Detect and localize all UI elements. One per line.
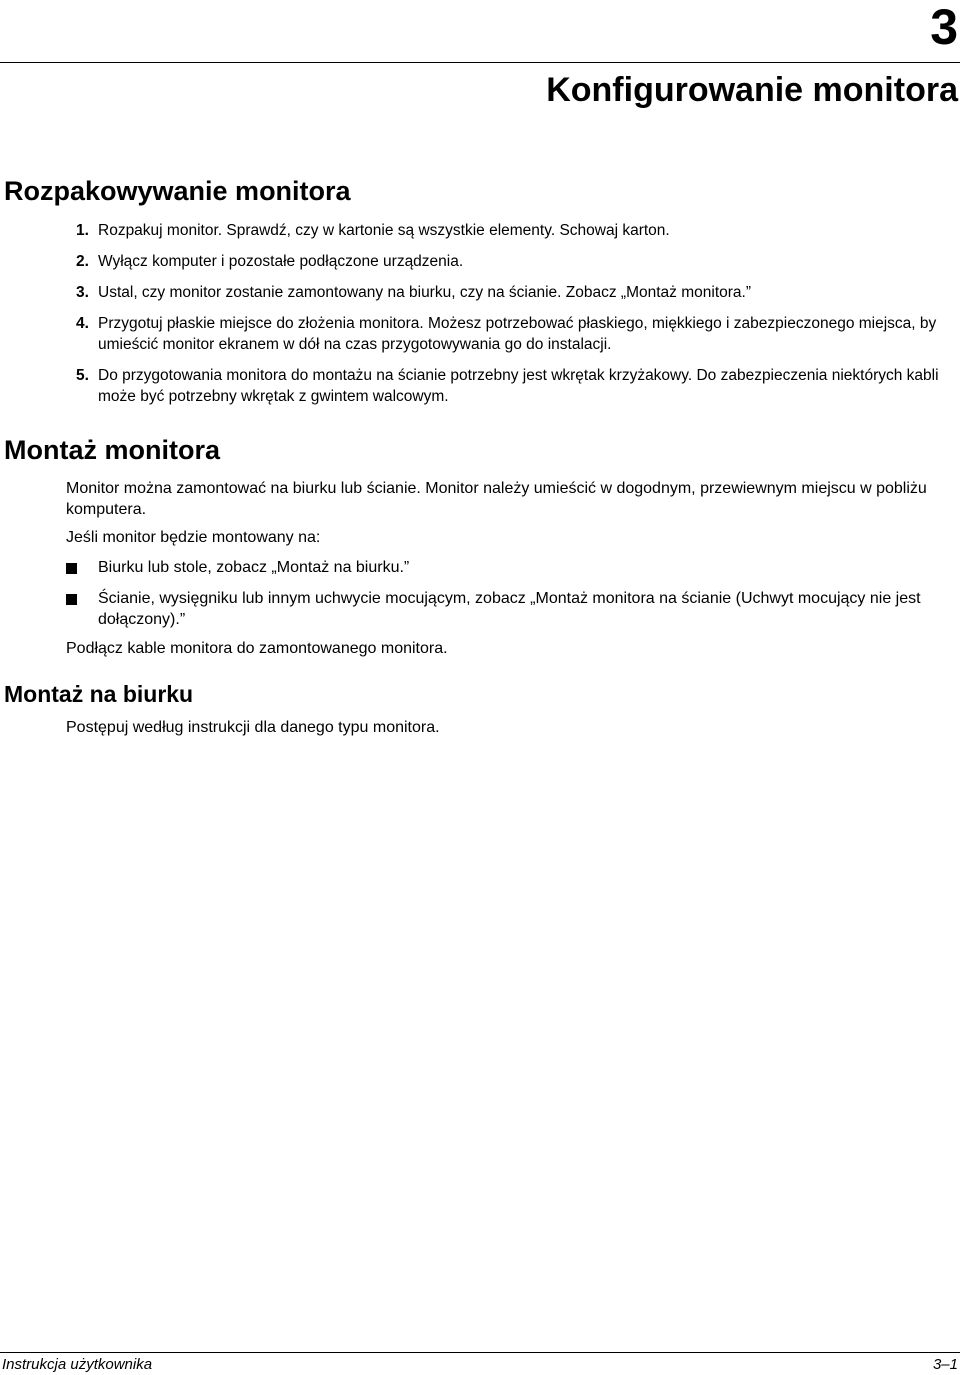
mounting-lead-paragraph: Jeśli monitor będzie montowany na: (66, 529, 321, 546)
chapter-title: Konfigurowanie monitora (546, 71, 958, 109)
step-text: Do przygotowania monitora do montażu na ścianie potrzebny jest wkrętak krzyżakowy. Do zabezpieczenia niektórych kabli może być potrzebny wkrętak z gwintem walcowym. (98, 367, 939, 405)
footer-page-number: 3–1 (932, 1356, 958, 1373)
square-bullet-icon (66, 563, 77, 574)
step-item (76, 220, 956, 241)
mounting-intro-paragraph: Monitor można zamontować na biurku lub ścianie. Monitor należy umieścić w dogodnym, przewiewnym miejscu w pobliżu komputera. (66, 480, 927, 518)
mounting-option-item (66, 557, 958, 578)
mounting-options-list (66, 557, 958, 640)
subsection-heading-desk: Montaż na biurku (4, 681, 194, 707)
unpacking-steps-list (76, 220, 956, 417)
section-heading-mounting: Montaż monitora (4, 435, 220, 465)
desk-paragraph: Postępuj według instrukcji dla danego typu monitora. (66, 719, 440, 736)
step-number: 4. (76, 315, 89, 332)
step-item (76, 365, 956, 407)
step-number: 1. (76, 222, 89, 239)
step-text: Ustal, czy monitor zostanie zamontowany na biurku, czy na ścianie. Zobacz „Montaż monitora.” (98, 284, 751, 301)
mounting-option-item (66, 588, 958, 630)
step-number: 3. (76, 284, 89, 301)
step-text: Rozpakuj monitor. Sprawdź, czy w kartonie są wszystkie elementy. Schowaj karton. (98, 222, 670, 239)
step-item (76, 282, 956, 303)
chapter-number: 3 (930, 0, 958, 55)
footer-manual-title: Instrukcja użytkownika (2, 1356, 153, 1373)
step-number: 5. (76, 367, 89, 384)
square-bullet-icon (66, 594, 77, 605)
step-item (76, 313, 956, 355)
section-heading-unpacking: Rozpakowywanie monitora (4, 176, 351, 206)
mounting-option-text: Biurku lub stole, zobacz „Montaż na biurku.” (98, 559, 410, 576)
step-text: Wyłącz komputer i pozostałe podłączone urządzenia. (98, 253, 464, 270)
step-item (76, 251, 956, 272)
mounting-option-text: Ścianie, wysięgniku lub innym uchwycie mocującym, zobacz „Montaż monitora na ścianie (Uchwyt mocujący nie jest dołączony).” (98, 590, 921, 628)
step-number: 2. (76, 253, 89, 270)
footer-rule (0, 1352, 960, 1353)
step-text: Przygotuj płaskie miejsce do złożenia monitora. Możesz potrzebować płaskiego, miękkiego i zabezpieczonego miejsca, by umieścić monitor ekranem w dół na czas przygotowywania go do instalacji. (98, 315, 937, 353)
mounting-closing-paragraph: Podłącz kable monitora do zamontowanego monitora. (66, 640, 448, 657)
header-rule (0, 62, 960, 63)
